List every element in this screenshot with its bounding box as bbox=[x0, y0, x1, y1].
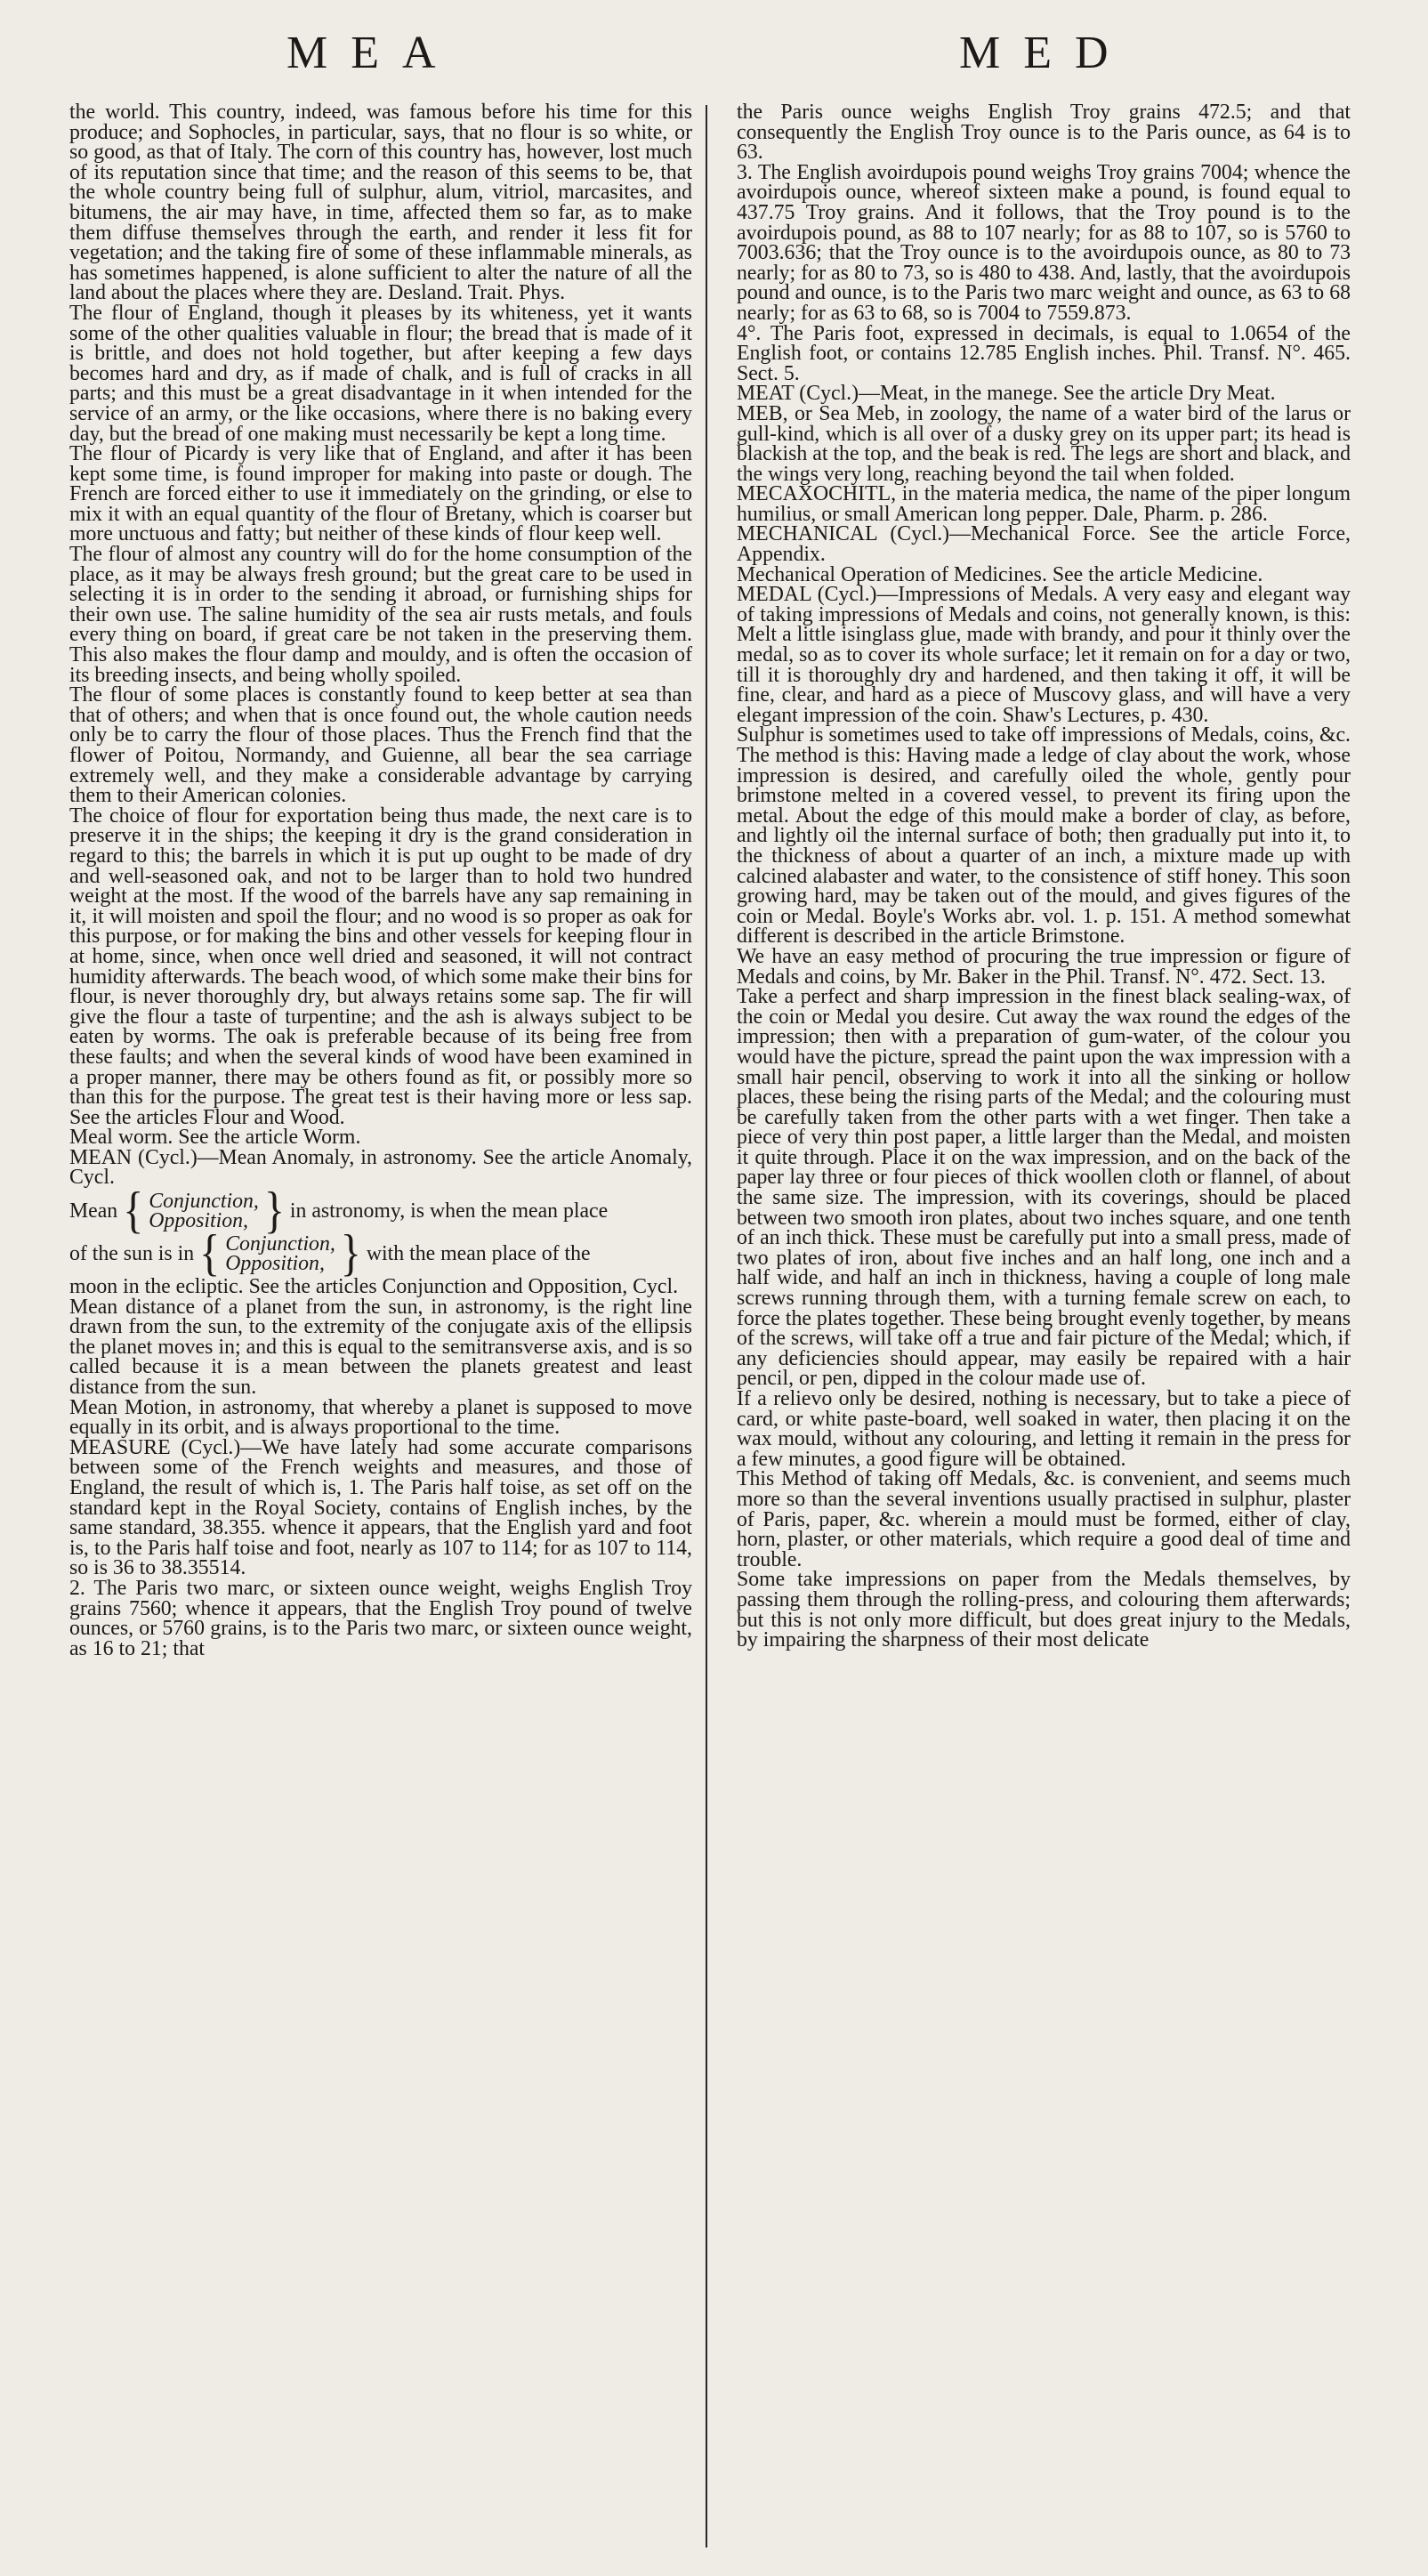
paragraph: The flour of some places is constantly found to keep better at sea than that of others; and when that is once found out, the whole caution needs only be to carry the flour of those places. Thus the French find that the flower of Poitou, Normandy, and Guienne, all bear the sea carriage extremely well, and they make a considerable advantage by carrying them to their American colonies. bbox=[69, 683, 692, 808]
paragraph: 4°. The Paris foot, expressed in decimals, is equal to 1.0654 of the English foot, or contains 12.785 English inches. Phil. Transf. N°. 465. Sect. 5. bbox=[737, 321, 1351, 385]
brace-option: Opposition, bbox=[225, 1252, 325, 1276]
brace-tail: in astronomy, is when the mean place bbox=[289, 1199, 609, 1223]
entry-meat: MEAT (Cycl.)—Meat, in the manege. See the article Dry Meat. bbox=[737, 382, 1276, 406]
close-brace: } bbox=[263, 1182, 285, 1240]
paragraph: moon in the ecliptic. See the articles Conjunction and Opposition, Cycl. bbox=[69, 1275, 679, 1299]
brace-head: of the sun is in bbox=[69, 1241, 195, 1265]
paragraph: If a relievo only be desired, nothing is necessary, but to take a piece of card, or white paste-board, well soaked in water, then placing it on the wax mould, without any colouring, and letting it remain in the press for a few minutes, a good figure will be obtained. bbox=[737, 1387, 1351, 1471]
right-column bbox=[737, 102, 1351, 1651]
mean-label: Mean bbox=[69, 1199, 118, 1223]
mean-brace-line-2 bbox=[69, 1224, 692, 1282]
paragraph: the world. This country, indeed, was famous before his time for this produce; and Sophocles, in particular, says, that no flour is so white, or so good, as that of Italy. The corn of this country has, however, lost much of its reputation since that time; and the reason of this seems to be, that the whole country being full of sulphur, alum, vitriol, marcasites, and bitumens, the air may have, in time, affected them so far, as to make them diffuse themselves through the earth, and render it less fit for vegetation; and the taking fire of some of these inflammable minerals, as has sometimes happened, is alone sufficient to alter the nature of all the land about the places where they are. Desland. Trait. Phys. bbox=[69, 101, 692, 305]
entry-measure: MEASURE (Cycl.)—We have lately had some accurate comparisons between some of the French weights and measures, and those of England, the result of which is, 1. The Paris half toise, as set off on the standard kept in the Royal Society, contains of English inches, by the same standard, 38.355. whence it appears, that the English yard and foot is, to the Paris half toise and foot, nearly as 107 to 114; for as 107 to 114, so is 36 to 38.35514. bbox=[69, 1435, 692, 1580]
entry-mean: MEAN (Cycl.)—Mean Anomaly, in astronomy. See the article Anomaly, Cycl. bbox=[69, 1145, 692, 1190]
brace-options bbox=[225, 1232, 335, 1276]
paragraph: 3. The English avoirdupois pound weighs Troy grains 7004; whence the avoirdupois ounce, whereof sixteen make a pound, is found equal to 437.75 Troy grains. And it follows, that the Troy pound is to the avoirdupois pound, as 88 to 107 nearly; for as 88 to 107, so is 5760 to 7003.636; that the Troy ounce is to the avoirdupois ounce, as 80 to 73 nearly; for as 80 to 73, so is 480 to 438. And, lastly, that the avoirdupois pound and ounce, is to the Paris two marc weight and ounce, as 63 to 68 nearly; for as 63 to 68, so is 7004 to 7559.873. bbox=[737, 160, 1351, 325]
paragraph: the Paris ounce weighs English Troy grains 472.5; and that consequently the English Troy ounce is to the Paris ounce, as 64 is to 63. bbox=[737, 101, 1351, 165]
paragraph: Take a perfect and sharp impression in the finest black sealing-wax, of the coin or Medal you desire. Cut away the wax round the edges of the impression; then with a preparation of gum-water, of the colour you would have the picture, spread the paint upon the wax impression with a small hair pencil, observing to work it into all the sinking or hollow places, these being the rising parts of the Medal; and the colouring must be carefully taken from the other parts with a wet finger. Then take a piece of very thin post paper, a little larger than the Medal, and moisten it quite through. Place it on the wax impression, and on the back of the paper lay three or four pieces of thick woollen cloth or flannel, of about the same size. The impression, with its coverings, should be placed between two smooth iron plates, about two inches square, and one tenth of an inch thick. These must be carefully put into a small press, made of two plates of iron, about five inches and an half long, one inch and a half wide, and half an inch in thickness, having a couple of long male screws running through them, with a turning female screw on each, to force the plates together. These being brought evenly together, by means of the screws, will take off a true and fair picture of the Medal; which, if any deficiencies should appear, may easily be repaired with a hair pencil, or pen, dipped in the colour made use of. bbox=[737, 985, 1351, 1391]
entry-medal: MEDAL (Cycl.)—Impressions of Medals. A very easy and elegant way of taking impressions of Medals and coins, not generally known, is this: Melt a little isinglass glue, made with brandy, and pour it thinly over the medal, so as to cover its whole surface; let it remain on for a day or two, till it is thoroughly dry and hardened, and then taking it off, it will be fine, clear, and hard as a piece of Muscovy glass, and will have a very elegant impression of the coin. Shaw's Lectures, p. 430. bbox=[737, 583, 1351, 727]
paragraph: Some take impressions on paper from the Medals themselves, by passing them through the rolling-press, and colouring them afterwards; but this is not only more difficult, but does great injury to the Medals, by impairing the sharpness of their most delicate bbox=[737, 1568, 1351, 1652]
left-headword: MEA bbox=[286, 28, 459, 78]
brace-option: Conjunction, bbox=[225, 1232, 335, 1256]
paragraph: The flour of Picardy is very like that of England, and after it has been kept some time, is found improper for making into paste or dough. The French are forced either to use it immediately on the grinding, or else to mix it with an equal quantity of the flour of Bretany, which is coarser but more unctuous and fatty; but neither of these kinds of flour keep well. bbox=[69, 442, 692, 546]
entry-mechanical: MECHANICAL (Cycl.)—Mechanical Force. See the article Force, Appendix. bbox=[737, 522, 1351, 567]
open-brace: { bbox=[123, 1182, 144, 1240]
paragraph: The flour of England, though it pleases by its whiteness, yet it wants some of the other qualities valuable in flour; the bread that is made of it is brittle, and does not hold together, but after keeping a few days becomes hard and dry, as if made of chalk, and is full of cracks in all parts; and this must be a great disadvantage in it when intended for the service of an army, or the like occasions, where there is no baking every day, but the bread of one making must necessarily be kept a long time. bbox=[69, 301, 692, 446]
column-divider bbox=[706, 105, 707, 2548]
brace-option: Conjunction, bbox=[149, 1190, 259, 1214]
close-brace: } bbox=[340, 1224, 361, 1282]
mean-brace-line-1 bbox=[69, 1182, 692, 1240]
right-headword: MED bbox=[959, 28, 1132, 78]
paragraph: Sulphur is sometimes used to take off impressions of Medals, coins, &c. The method is this: Having made a ledge of clay about the work, whose impression is desired, and carefully oiled the whole, gently pour brimstone melted in a covered vessel, to prevent its firing upon the metal. About the edge of this mould make a border of clay, as before, and lightly oil the internal surface of both; then gradually put into it, to the thickness of about a quarter of an inch, a mixture made up with calcined alabaster and water, to the consistence of stiff honey. This soon growing hard, may be taken out of the mould, and gives figures of the coin or Medal. Boyle's Works abr. vol. 1. p. 151. A method somewhat different is described in the article Brimstone. bbox=[737, 723, 1351, 949]
entry-meb: MEB, or Sea Meb, in zoology, the name of a water bird of the larus or gull-kind, which is all over of a dusky grey on its upper part; its head is blackish at the top, and the beak is red. The legs are short and black, and the wings very long, reaching beyond the tail when folded. bbox=[737, 401, 1351, 486]
paragraph: The flour of almost any country will do for the home consumption of the place, as it may be always fresh ground; but the great care to be used in selecting it is in order to the sending it abroad, or furnishing ships for their own use. The saline humidity of the sea air rusts metals, and fouls every thing on board, if great care be not taken in the preserving them. This also makes the flour damp and mouldy, and is often the occasion of its breeding insects, and being wholly spoiled. bbox=[69, 543, 692, 687]
entry-mechanical-operation: Mechanical Operation of Medicines. See the article Medicine. bbox=[737, 562, 1263, 586]
entry-mecaxochitl: MECAXOCHITL, in the materia medica, the name of the piper longum humilius, or small American long pepper. Dale, Pharm. p. 286. bbox=[737, 482, 1351, 526]
entry-mean-distance: Mean distance of a planet from the sun, in astronomy, is the right line drawn from the sun, to the extremity of the conjugate axis of the ellipsis the planet moves in; and this is equal to the semitransverse axis, and is so called because it is a mean between the planets greatest and least distance from the sun. bbox=[69, 1295, 692, 1400]
paragraph: We have an easy method of procuring the true impression or figure of Medals and coins, by Mr. Baker in the Phil. Transf. N°. 472. Sect. 13. bbox=[737, 944, 1351, 989]
running-header bbox=[0, 27, 1428, 107]
paragraph: This Method of taking off Medals, &c. is convenient, and seems much more so than the several inventions usually practised in sulphur, plaster of Paris, paper, &c. wherein a mould must be formed, either of clay, horn, plaster, or other materials, which require a good deal of time and trouble. bbox=[737, 1467, 1351, 1571]
paragraph: 2. The Paris two marc, or sixteen ounce weight, weighs English Troy grains 7560; whence it appears, that the English Troy pound of twelve ounces, or 5760 grains, is to the Paris two marc, or sixteen ounce weight, as 16 to 21; that bbox=[69, 1576, 692, 1660]
brace-option: Opposition, bbox=[149, 1209, 248, 1233]
entry-meal-worm: Meal worm. See the article Worm. bbox=[69, 1126, 361, 1150]
entry-mean-motion: Mean Motion, in astronomy, that whereby a planet is supposed to move equally in its orbit, and is always proportional to the time. bbox=[69, 1395, 692, 1440]
open-brace: { bbox=[199, 1224, 221, 1282]
brace-tail: with the mean place of the bbox=[366, 1241, 591, 1265]
left-column bbox=[69, 102, 692, 1659]
paragraph: The choice of flour for exportation being thus made, the next care is to preserve it in the ships; the keeping it dry is the grand consideration in regard to this; the barrels in which it is put up ought to be made of dry and well-seasoned oak, and not to be larger than to hold two hundred weight at the most. If the wood of the barrels have any sap remaining in it, it will moisten and spoil the flour; and no wood is so proper as oak for this purpose, or for making the bins and other vessels for keeping flour in at home, since, when once well dried and seasoned, it will not contract humidity afterwards. The beach wood, of which some make their bins for flour, is never thoroughly dry, but always retains some sap. The fir will give the flour a taste of turpentine; and the ash is always subject to be eaten by worms. The oak is preferable because of its being free from these faults; and when the several kinds of wood have been examined in a proper manner, there may be others found as fit, or possibly more so than this for the purpose. The great test is their having more or less sap. See the articles Flour and Wood. bbox=[69, 803, 692, 1129]
